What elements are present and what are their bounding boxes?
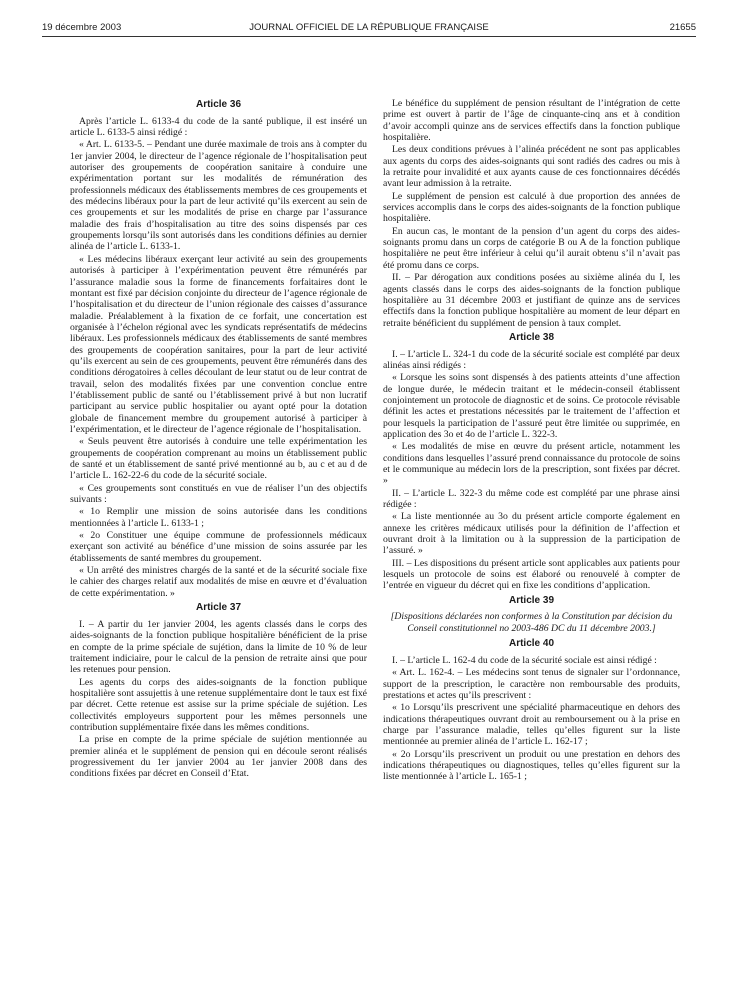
paragraph: « Seuls peuvent être autorisés à conduire une telle expérimentation les groupements de coopération comprenant au moins un établissement public de santé et un établissement de santé privé mentionné au b, au c et au d de l’article L. 162-22-6 du code de la sécurité sociale. [70, 436, 367, 482]
paragraph: Les deux conditions prévues à l’alinéa précédent ne sont pas applicables aux agents du corps des aides-soignants qui sont radiés des cadres ou mis à la retraite pour invalidité et aux ayants cause de ces fonctionnaires décédés avant leur admission à la retraite. [383, 144, 680, 190]
paragraph: « Un arrêté des ministres chargés de la santé et de la sécurité sociale fixe le cahier des charges relatif aux modalités de mise en œuvre et d’évaluation de cette expérimentation. » [70, 565, 367, 599]
paragraph: La prise en compte de la prime spéciale de sujétion mentionnée au premier alinéa et le supplément de pension qui en découle seront réalisés progressivement du 1er janvier 2004 au 1er janvier 2008 dans des conditions fixées par décret en Conseil d’Etat. [70, 734, 367, 780]
page-header [42, 22, 696, 36]
paragraph: « Art. L. 162-4. – Les médecins sont tenus de signaler sur l’ordonnance, support de la prescription, le caractère non remboursable des produits, prestations et actes qu’ils prescrivent : [383, 667, 680, 701]
paragraph: En aucun cas, le montant de la pension d’un agent du corps des aides-soignants promu dans un corps de catégorie B ou A de la fonction publique hospitalière ne peut être inférieur à celui qu’il aurait obtenu s’il n’avait pas été promu dans ce corps. [383, 225, 680, 271]
article-heading: Article 36 [195, 99, 242, 110]
article-heading: Article 37 [195, 602, 242, 614]
article-heading: Article 39 [508, 594, 555, 606]
header-rule [42, 36, 696, 37]
paragraph: I. – L’article L. 324-1 du code de la sécurité sociale est complété par deux alinéas ainsi rédigés : [383, 348, 680, 371]
paragraph: « 1o Lorsqu’ils prescrivent une spécialité pharmaceutique en dehors des indications thérapeutiques ouvrant droit au remboursement ou à la prise en charge par l’assurance maladie, telles qu’elles figurent sur la liste mentionnée au premier alinéa de l’article L. 162-17 ; [383, 702, 680, 748]
paragraph: « 1o Remplir une mission de soins autorisée dans les conditions mentionnées à l’article L. 6133-1 ; [70, 506, 367, 529]
header-date: 19 décembre 2003 [42, 22, 122, 33]
right-column [383, 98, 680, 982]
paragraph: « Les modalités de mise en œuvre du présent article, notamment les conditions dans lesquelles l’assuré prend connaissance du protocole de soins et le communique au médecin lors de la prescription, sont fixées par décret. » [383, 441, 680, 487]
article-heading: Article 40 [508, 638, 555, 650]
paragraph: III. – Les dispositions du présent article sont applicables aux patients pour lesquels un protocole de soins est élaboré ou renouvelé à compter de l’entrée en vigueur du décret qui en fixe les conditions d’application. [383, 557, 680, 592]
left-column [70, 96, 367, 980]
paragraph: « La liste mentionnée au 3o du présent article comporte également en annexe les critères médicaux utilisés pour la définition de l’affection et ouvrant droit à la limitation ou à la suppression de la participation de l’assuré. » [383, 511, 680, 557]
page-number: 21655 [669, 22, 696, 33]
paragraph: Le supplément de pension est calculé à due proportion des années de services accomplis dans le corps des aides-soignants de la fonction publique hospitalière. [383, 190, 680, 225]
paragraph: II. – Par dérogation aux conditions posées au sixième alinéa du I, les agents classés dans le corps des aides-soignants de la fonction publique hospitalière au 31 décembre 2003 et justifiant de quinze ans de services effectifs dans la fonction publique hospitalière au moment de leur départ en retraite bénéficient du supplément de pension à taux complet. [383, 272, 680, 329]
paragraph: « Lorsque les soins sont dispensés à des patients atteints d’une affection de longue durée, le médecin traitant et le médecin-conseil établissent conjointement un protocole de diagnostic et de soins. Ce protocole révisable définit les actes et prestations nécessités par le traitement de l’affection et pour lesquels la participation de l’assuré peut être limitée ou supprimée, en application des 3o et 4o de l’article L. 322-3. [383, 372, 680, 440]
paragraph: I. – A partir du 1er janvier 2004, les agents classés dans le corps des aides-soignants de la fonction publique hospitalière bénéficient de la prise en compte de la prime spéciale de sujétion, dans la limite de 10 % de leur traitement indiciaire, pour le calcul de la pension de retraite ainsi que pour les retenues pour pension. [70, 618, 367, 676]
paragraph: « Les médecins libéraux exerçant leur activité au sein des groupements autorisés à participer à l’expérimentation peuvent être rémunérés par l’assurance maladie sous la forme de financements forfaitaires dont le montant est fixé par décision conjointe du directeur de l’agence régionale de l’hospitalisation et du directeur de l’union régionale des caisses d’assurance maladie. Préalablement à la fixation de ce forfait, une concertation est organisée à l’échelon régional avec les syndicats représentatifs de médecins libéraux. Les professionnels médicaux des établissements de santé membres des groupements de coopération sanitaires, pour la part de leur activité qu’ils exercent au sein de ces groupements, peuvent être rémunérés dans des conditions dérogatoires à celles découlant de leur statut ou de leur contrat de travail, selon des modalités fixées par une convention conclue entre l’établissement public de santé ou l’établissement privé à but non lucratif participant au service public hospitalier ou ayant opté pour la dotation globale de financement membre du groupement autorisé à participer à l’expérimentation, et le directeur de l’agence régionale de l’hospitalisation. [70, 253, 367, 435]
journal-title: JOURNAL OFFICIEL DE LA RÉPUBLIQUE FRANÇAISE [249, 22, 489, 33]
article-heading: Article 38 [508, 331, 555, 343]
paragraph: II. – L’article L. 322-3 du même code est complété par une phrase ainsi rédigée : [383, 487, 680, 511]
paragraph: « Art. L. 6133-5. – Pendant une durée maximale de trois ans à compter du 1er janvier 2004, le directeur de l’agence régionale de l’hospitalisation peut autoriser des groupements de coopération sanitaire à conduire une expérimentation portant sur les modalités de rémunération des professionnels médicaux des établissements membres de ces groupements et des médecins libéraux pour la part de leur activité qu’ils exercent au sein de ces groupements et sur les modalités de prise en charge par l’assurance maladie des frais d’hospitalisation au titre des soins dispensés par ces groupements lorsqu’ils sont autorisés dans les conditions définies au dernier alinéa de l’article L. 6133-1. [70, 139, 367, 253]
paragraph: « 2o Lorsqu’ils prescrivent un produit ou une prestation en dehors des indications thérapeutiques ou diagnostiques, telles qu’elles figurent sur la liste mentionnée à l’article L. 165-1 ; [383, 748, 680, 783]
paragraph: « Ces groupements sont constitués en vue de réaliser l’un des objectifs suivants : [70, 482, 367, 506]
paragraph: « 2o Constituer une équipe commune de professionnels médicaux exerçant son activité au bénéfice d’une mission de soins assurée par les établissements de santé membres du groupement. [70, 530, 367, 564]
paragraph: I. – L’article L. 162-4 du code de la sécurité sociale est ainsi rédigé : [392, 654, 657, 666]
paragraph: Les agents du corps des aides-soignants de la fonction publique hospitalière sont assujettis à une retenue supplémentaire dont le taux est fixé par décret. Cette retenue est assise sur la prime spéciale de sujétion. Les collectivités employeurs supportent pour les mêmes personnels une contribution supplémentaire fixée dans les mêmes conditions. [70, 676, 367, 733]
paragraph: Après l’article L. 6133-4 du code de la santé publique, il est inséré un article L. 6133-5 ainsi rédigé : [70, 115, 367, 139]
paragraph: Le bénéfice du supplément de pension résultant de l’intégration de cette prime est ouvert à partir de l’âge de cinquante-cinq ans et à condition d’avoir accompli quinze ans de services effectifs dans la fonction publique hospitalière. [383, 98, 680, 144]
constitutional-note: [Dispositions déclarées non conformes à la Constitution par décision du Conseil constitutionnel no 2003-486 DC du 11 décembre 2003.] [390, 611, 673, 634]
